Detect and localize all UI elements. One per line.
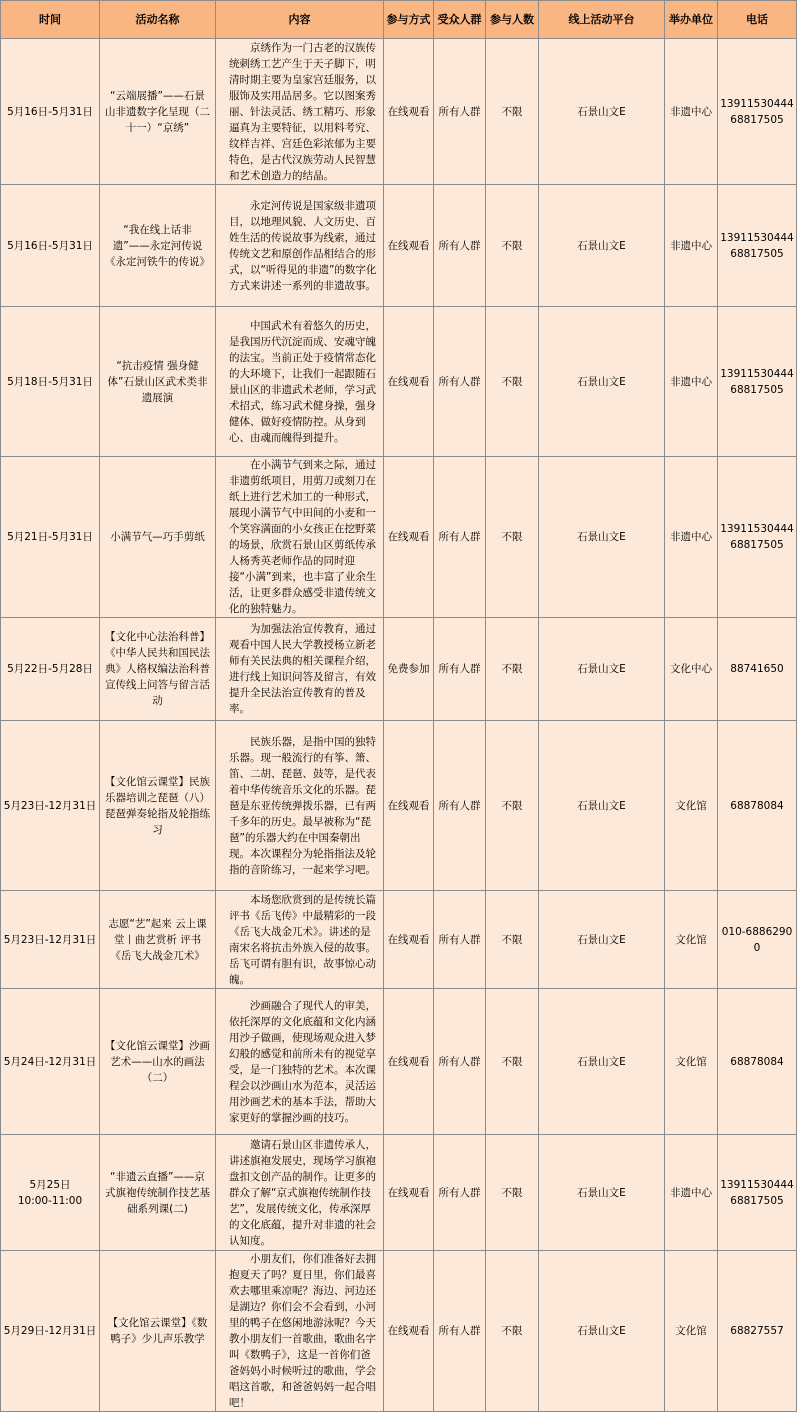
phone-cell: 13911530444 68817505 xyxy=(718,307,797,457)
table-row xyxy=(1,185,797,307)
time-cell: 5月24日-12月31日 xyxy=(1,989,100,1135)
audience-cell: 所有人群 xyxy=(434,1135,486,1251)
phone-cell: 13911530444 68817505 xyxy=(718,185,797,307)
activity-name-cell: 【文化馆云课堂】民族乐器培训之琵琶（八）琵琶弹奏轮指及轮指练习 xyxy=(100,721,216,891)
header-audience: 受众人群 xyxy=(434,1,486,39)
platform-cell: 石景山文E xyxy=(539,457,665,618)
activity-name-cell: 【文化中心法治科普】《中华人民共和国民法典》人格权编法治科普宣传线上问答与留言活动 xyxy=(100,618,216,721)
platform-cell: 石景山文E xyxy=(539,1251,665,1412)
table-row xyxy=(1,618,797,721)
audience-cell: 所有人群 xyxy=(434,989,486,1135)
header-activity-name: 活动名称 xyxy=(100,1,216,39)
activity-name-cell: 【文化馆云课堂】沙画艺术——山水的画法（二） xyxy=(100,989,216,1135)
time-cell: 5月29日-12月31日 xyxy=(1,1251,100,1412)
method-cell: 在线观看 xyxy=(384,185,434,307)
table-row xyxy=(1,307,797,457)
phone-cell: 13911530444 68817505 xyxy=(718,39,797,185)
phone-cell: 13911530444 68817505 xyxy=(718,1135,797,1251)
audience-cell: 所有人群 xyxy=(434,307,486,457)
header-organizer: 举办单位 xyxy=(665,1,718,39)
organizer-cell: 非遗中心 xyxy=(665,307,718,457)
activity-name-cell: 【文化馆云课堂】《数鸭子》少儿声乐教学 xyxy=(100,1251,216,1412)
header-time: 时间 xyxy=(1,1,100,39)
table-row xyxy=(1,39,797,185)
method-cell: 免费参加 xyxy=(384,618,434,721)
table-row xyxy=(1,457,797,618)
count-cell: 不限 xyxy=(486,307,539,457)
audience-cell: 所有人群 xyxy=(434,891,486,989)
platform-cell: 石景山文E xyxy=(539,989,665,1135)
audience-cell: 所有人群 xyxy=(434,1251,486,1412)
phone-cell: 68878084 xyxy=(718,721,797,891)
organizer-cell: 文化馆 xyxy=(665,891,718,989)
phone-cell: 68878084 xyxy=(718,989,797,1135)
audience-cell: 所有人群 xyxy=(434,185,486,307)
method-cell: 在线观看 xyxy=(384,1251,434,1412)
header-method: 参与方式 xyxy=(384,1,434,39)
time-cell: 5月18日-5月31日 xyxy=(1,307,100,457)
organizer-cell: 非遗中心 xyxy=(665,39,718,185)
method-cell: 在线观看 xyxy=(384,39,434,185)
header-row xyxy=(1,1,797,39)
count-cell: 不限 xyxy=(486,891,539,989)
table-row xyxy=(1,1251,797,1412)
platform-cell: 石景山文E xyxy=(539,891,665,989)
content-cell: 在小满节气到来之际，通过非遗剪纸项目，用剪刀或刻刀在纸上进行艺术加工的一种形式，展现小满节气中田间的小麦和一个笑容满面的小女孩正在挖野菜的场景，欣赏石景山区剪纸传承人杨秀英老师作品的同时迎接“小满”到来，也丰富了业余生活，让更多群众感受非遗传统文化的独特魅力。 xyxy=(216,457,384,618)
table-row xyxy=(1,989,797,1135)
organizer-cell: 文化馆 xyxy=(665,1251,718,1412)
platform-cell: 石景山文E xyxy=(539,39,665,185)
count-cell: 不限 xyxy=(486,457,539,618)
content-cell: 民族乐器，是指中国的独特乐器。现一般流行的有筝、箫、笛、二胡、琵琶、鼓等，是代表着中华传统音乐文化的乐器。琵琶是东亚传统弹拨乐器，已有两千多年的历史。最早被称为“琵琶”的乐器大约在中国秦朝出现。本次课程分为轮指指法及轮指的音阶练习，一起来学习吧。 xyxy=(216,721,384,891)
header-content: 内容 xyxy=(216,1,384,39)
audience-cell: 所有人群 xyxy=(434,721,486,891)
organizer-cell: 文化中心 xyxy=(665,618,718,721)
table-row xyxy=(1,891,797,989)
content-cell: 邀请石景山区非遗传承人，讲述旗袍发展史，现场学习旗袍盘扣文创产品的制作。让更多的群众了解“京式旗袍传统制作技艺”，发展传统文化，传承深厚的文化底蕴，提升对非遗的社会认知度。 xyxy=(216,1135,384,1251)
time-cell: 5月16日-5月31日 xyxy=(1,185,100,307)
content-cell: 小朋友们，你们准备好去拥抱夏天了吗？夏日里，你们最喜欢去哪里乘凉呢？海边、河边还是湖边？你们会不会看到，小河里的鸭子在悠闲地游泳呢？今天教小朋友们一首歌曲，歌曲名字叫《数鸭子》，这是一首你们爸爸妈妈小时候听过的歌曲，学会唱这首歌，和爸爸妈妈一起合唱吧！ xyxy=(216,1251,384,1412)
count-cell: 不限 xyxy=(486,618,539,721)
time-cell: 5月16日-5月31日 xyxy=(1,39,100,185)
audience-cell: 所有人群 xyxy=(434,457,486,618)
method-cell: 在线观看 xyxy=(384,457,434,618)
time-cell: 5月21日-5月31日 xyxy=(1,457,100,618)
count-cell: 不限 xyxy=(486,185,539,307)
platform-cell: 石景山文E xyxy=(539,618,665,721)
method-cell: 在线观看 xyxy=(384,721,434,891)
count-cell: 不限 xyxy=(486,989,539,1135)
phone-cell: 010-68862900 xyxy=(718,891,797,989)
content-cell: 沙画融合了现代人的审美，依托深厚的文化底蕴和文化内涵用沙子做画，使现场观众进入梦幻般的感觉和前所未有的视觉享受，是一门独特的艺术。本次课程会以沙画山水为范本，灵活运用沙画艺术的基本手法，帮助大家更好的掌握沙画的技巧。 xyxy=(216,989,384,1135)
activity-name-cell: “抗击疫情 强身健体”石景山区武术类非遗展演 xyxy=(100,307,216,457)
activity-name-cell: “非遗云直播”——京式旗袍传统制作技艺基础系列课(二) xyxy=(100,1135,216,1251)
activity-name-cell: “我在线上话非遗”——永定河传说《永定河铁牛的传说》 xyxy=(100,185,216,307)
count-cell: 不限 xyxy=(486,721,539,891)
content-cell: 本场您欣赏到的是传统长篇评书《岳飞传》中最精彩的一段《岳飞大战金兀术》。讲述的是南宋名将抗击外族入侵的故事。岳飞可谓有胆有识，故事惊心动魄。 xyxy=(216,891,384,989)
phone-cell: 68827557 xyxy=(718,1251,797,1412)
header-phone: 电话 xyxy=(718,1,797,39)
audience-cell: 所有人群 xyxy=(434,618,486,721)
content-cell: 中国武术有着悠久的历史，是我国历代沉淀而成、安魂守魄的法宝。当前正处于疫情常态化的大环境下，让我们一起跟随石景山区的非遗武术老师，学习武术招式，练习武术健身操，强身健体、做好疫情防控。从身到心、由魂而魄得到提升。 xyxy=(216,307,384,457)
header-platform: 线上活动平台 xyxy=(539,1,665,39)
time-cell: 5月23日-12月31日 xyxy=(1,891,100,989)
platform-cell: 石景山文E xyxy=(539,721,665,891)
phone-cell: 88741650 xyxy=(718,618,797,721)
platform-cell: 石景山文E xyxy=(539,1135,665,1251)
organizer-cell: 非遗中心 xyxy=(665,457,718,618)
activity-name-cell: 小满节气—巧手剪纸 xyxy=(100,457,216,618)
method-cell: 在线观看 xyxy=(384,891,434,989)
organizer-cell: 非遗中心 xyxy=(665,1135,718,1251)
content-cell: 永定河传说是国家级非遗项目，以地理风貌、人文历史、百姓生活的传说故事为线索，通过传统文艺和原创作品相结合的形式，以“听得见的非遗”的数字化方式来讲述一系列的非遗故事。 xyxy=(216,185,384,307)
activity-name-cell: 志愿“艺”起来 云上课堂丨曲艺赏析 评书《岳飞大战金兀术》 xyxy=(100,891,216,989)
organizer-cell: 文化馆 xyxy=(665,721,718,891)
table-row xyxy=(1,1135,797,1251)
time-cell: 5月23日-12月31日 xyxy=(1,721,100,891)
method-cell: 在线观看 xyxy=(384,1135,434,1251)
platform-cell: 石景山文E xyxy=(539,185,665,307)
organizer-cell: 文化馆 xyxy=(665,989,718,1135)
count-cell: 不限 xyxy=(486,1135,539,1251)
method-cell: 在线观看 xyxy=(384,989,434,1135)
platform-cell: 石景山文E xyxy=(539,307,665,457)
count-cell: 不限 xyxy=(486,39,539,185)
time-cell: 5月22日-5月28日 xyxy=(1,618,100,721)
time-cell: 5月25日 10:00-11:00 xyxy=(1,1135,100,1251)
content-cell: 京绣作为一门古老的汉族传统刺绣工艺产生于天子脚下，明清时期主要为皇家宫廷服务，以服饰及实用品居多。它以图案秀丽、针法灵活、绣工精巧、形象逼真为主要特征，以用料考究、纹样吉祥、宫廷色彩浓郁为主要特色，是古代汉族劳动人民智慧和艺术创造力的结晶。 xyxy=(216,39,384,185)
content-cell: 为加强法治宣传教育，通过观看中国人民大学教授杨立新老师有关民法典的相关课程介绍，进行线上知识问答及留言，有效提升全民法治宣传教育的普及率。 xyxy=(216,618,384,721)
count-cell: 不限 xyxy=(486,1251,539,1412)
method-cell: 在线观看 xyxy=(384,307,434,457)
audience-cell: 所有人群 xyxy=(434,39,486,185)
phone-cell: 13911530444 68817505 xyxy=(718,457,797,618)
activity-name-cell: “云端展播”——石景山非遗数字化呈现（二十一）“京绣” xyxy=(100,39,216,185)
table-row xyxy=(1,721,797,891)
organizer-cell: 非遗中心 xyxy=(665,185,718,307)
header-count: 参与人数 xyxy=(486,1,539,39)
